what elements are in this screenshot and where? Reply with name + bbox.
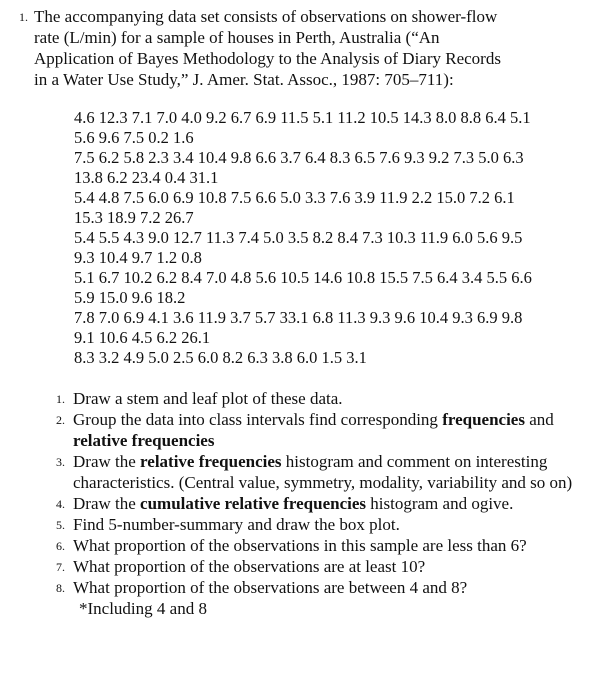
question-emphasis: frequencies [442, 410, 525, 429]
question-number: 1. [56, 392, 65, 406]
question-item [56, 577, 597, 598]
question-number: 8. [56, 581, 65, 595]
question-text: histogram and comment on interesting characteristics. (Central value, symmetry, modality, variability and so on) [73, 452, 573, 492]
problem-1 [19, 6, 597, 368]
question-item [56, 556, 597, 577]
question-text: Find 5-number-summary and draw the box plot. [73, 515, 400, 534]
data-line: 5.4 5.5 4.3 9.0 12.7 11.3 7.4 5.0 3.5 8.2 8.4 7.3 10.3 11.9 6.0 5.6 9.5 [74, 228, 523, 247]
question-number: 3. [56, 455, 65, 469]
question-number: 7. [56, 560, 65, 574]
data-line: 7.5 6.2 5.8 2.3 3.4 10.4 9.8 6.6 3.7 6.4 8.3 6.5 7.6 9.3 9.2 7.3 5.0 6.3 [74, 148, 524, 167]
question-text: What proportion of the observations are at least 10? [73, 557, 426, 576]
question-text: Group the data into class intervals find corresponding [73, 410, 443, 429]
data-line: 7.8 7.0 6.9 4.1 3.6 11.9 3.7 5.7 33.1 6.8 11.3 9.3 9.6 10.4 9.3 6.9 9.8 [74, 308, 523, 327]
data-line: 5.9 15.0 9.6 18.2 [74, 288, 186, 307]
question-number: 5. [56, 518, 65, 532]
data-line: 9.3 10.4 9.7 1.2 0.8 [74, 248, 202, 267]
question-item [56, 514, 597, 535]
question-text: What proportion of the observations in this sample are less than 6? [73, 536, 527, 555]
data-set [34, 108, 597, 368]
question-item [56, 388, 597, 409]
question-item [56, 535, 597, 556]
question-emphasis: cumulative relative frequencies [140, 494, 367, 513]
intro-line: The accompanying data set consists of observations on shower-flow [34, 7, 498, 26]
data-line: 5.6 9.6 7.5 0.2 1.6 [74, 128, 194, 147]
question-number: 4. [56, 497, 65, 511]
data-line: 9.1 10.6 4.5 6.2 26.1 [74, 328, 211, 347]
question-text: Draw the [73, 452, 141, 471]
question-list [34, 388, 597, 598]
data-line: 8.3 3.2 4.9 5.0 2.5 6.0 8.2 6.3 3.8 6.0 1.5 3.1 [74, 348, 367, 367]
intro-line: rate (L/min) for a sample of houses in Perth, Australia (“An [34, 28, 440, 47]
question-emphasis: relative frequencies [73, 431, 215, 450]
question-item [56, 409, 597, 451]
question-text: Draw the [73, 494, 141, 513]
question-number: 2. [56, 413, 65, 427]
question-item [56, 493, 597, 514]
intro-line: in a Water Use Study,” J. Amer. Stat. Assoc., 1987: 705–711): [34, 70, 454, 89]
problem-intro [34, 6, 597, 90]
data-line: 5.1 6.7 10.2 6.2 8.4 7.0 4.8 5.6 10.5 14.6 10.8 15.5 7.5 6.4 3.4 5.5 6.6 [74, 268, 532, 287]
data-line: 15.3 18.9 7.2 26.7 [74, 208, 194, 227]
question-text: histogram and ogive. [366, 494, 514, 513]
data-line: 4.6 12.3 7.1 7.0 4.0 9.2 6.7 6.9 11.5 5.1 11.2 10.5 14.3 8.0 8.8 6.4 5.1 [74, 108, 531, 127]
data-line: 5.4 4.8 7.5 6.0 6.9 10.8 7.5 6.6 5.0 3.3 7.6 3.9 11.9 2.2 15.0 7.2 6.1 [74, 188, 515, 207]
data-line: 13.8 6.2 23.4 0.4 31.1 [74, 168, 219, 187]
question-text: Draw a stem and leaf plot of these data. [73, 389, 343, 408]
note: *Including 4 and 8 [79, 599, 207, 618]
question-text: What proportion of the observations are between 4 and 8? [73, 578, 468, 597]
problem-number: 1. [19, 10, 28, 24]
question-emphasis: relative frequencies [140, 452, 282, 471]
question-number: 6. [56, 539, 65, 553]
question-item [56, 451, 597, 493]
question-text: and [524, 410, 554, 429]
intro-line: Application of Bayes Methodology to the Analysis of Diary Records [34, 49, 501, 68]
